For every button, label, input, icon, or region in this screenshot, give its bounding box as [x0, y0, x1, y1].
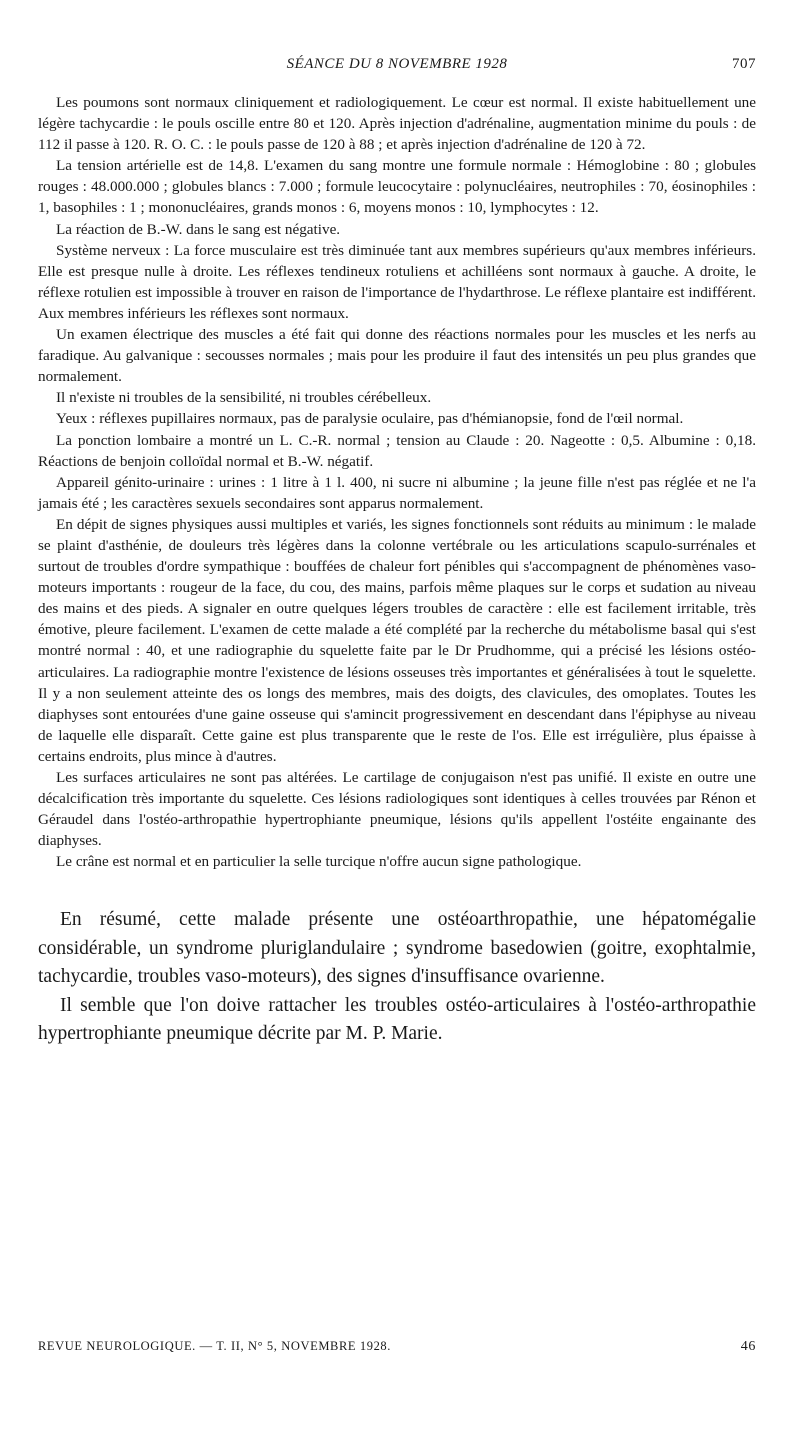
page-number: 707: [732, 56, 756, 72]
paragraph-resume: En résumé, cette malade présente une ostéoarthropathie, une hépatomégalie considérable, un syndrome pluriglandulaire ; syndrome basedowien (goitre, exophtalmie, tachycardie, troubles vaso-moteurs), des signes d'insuffisance ovarienne.: [38, 909, 756, 988]
paragraph-poumons: Les poumons sont normaux cliniquement et radiologiquement. Le cœur est normal. Il existe habituellement une légère tachycardie : le pouls oscille entre 80 et 120. Après injection d'adrénaline, augmentation minime du pouls : de 112 il passe à 120. R. O. C. : le pouls passe de 120 à 88 ; et après injection d'adrénaline de 120 à 72.: [38, 94, 756, 154]
document-page: [38, 56, 756, 1049]
paragraph-reaction-bw: La réaction de B.-W. dans le sang est négative.: [56, 220, 341, 238]
page-title: SÉANCE DU 8 NOVEMBRE 1928: [286, 56, 508, 72]
paragraph-signes-fonctionnels: En dépit de signes physiques aussi multiples et variés, les signes fonctionnels sont réduits au minimum : le malade se plaint d'asthénie, de douleurs très légères dans la colonne vertébrale ou les articulations scapulo-surrénales et surtout de troubles d'ordre sympathique : bouffées de chaleur fort pénibles qui s'accompagnent de phénomènes vaso-moteurs importants : rougeur de la face, du cou, des mains, parfois même plaques sur le corps et sudation au niveau des mains et des pieds. A signaler en outre quelques légers troubles de caractère : elle est facilement irritable, très émotive, pleure facilement. L'examen de cette malade a été complété par la recherche du métabolisme basal qui s'est montré normal : 40, et une radiographie du squelette faite par le Dr Prudhomme, qui a précisé les lésions ostéo-articulaires. La radiographie montre l'existence de lésions osseuses très importantes et généralisées à tout le squelette. Il y a non seulement atteinte des os longs des membres, mais des doigts, des clavicules, des omoplates. Toutes les diaphyses sont entourées d'une gaine osseuse qui s'amincit progressivement en descendant dans l'épiphyse au niveau de laquelle elle disparaît. Cette gaine est plus transparente que le reste de l'os. Elle est irrégulière, plus épaisse à certains endroits, plus mince à d'autres.: [38, 515, 756, 765]
paragraph-systeme-nerveux: Système nerveux : La force musculaire est très diminuée tant aux membres supérieurs qu'aux membres inférieurs. Elle est presque nulle à droite. Les réflexes tendineux rotuliens et achilléens sont normaux à gauche. A droite, le réflexe rotulien est impossible à trouver en raison de l'importance de l'hydarthrose. Le réflexe plantaire est indifférent. Aux membres inférieurs les réflexes sont normaux.: [38, 241, 756, 322]
paragraph-tension: La tension artérielle est de 14,8. L'examen du sang montre une formule normale : Hémoglobine : 80 ; globules rouges : 48.000.000 ; globules blancs : 7.000 ; formule leucocytaire : polynucléaires, neutrophiles : 70, éosinophiles : 1, basophiles : 1 ; mononucléaires, grands monos : 6, moyens monos : 10, lymphocytes : 12.: [38, 157, 756, 217]
paragraph-ponction-lombaire: La ponction lombaire a montré un L. C.-R. normal ; tension au Claude : 20. Nageotte : 0,5. Albumine : 0,18. Réactions de benjoin colloïdal normal et B.-W. négatif.: [38, 431, 756, 470]
paragraph-surfaces-articulaires: Les surfaces articulaires ne sont pas altérées. Le cartilage de conjugaison n'est pas unifié. Il existe en outre une décalcification très importante du squelette. Ces lésions radiologiques sont identiques à celles trouvées par Rénon et Géraudel dans l'ostéo-arthropathie hypertrophiante pneumique, lésions qu'ils appellent l'ostéite engainante des diaphyses.: [38, 769, 756, 850]
paragraph-crane: Le crâne est normal et en particulier la selle turcique n'offre aucun signe pathologique.: [56, 853, 582, 871]
paragraph-conclusion: Il semble que l'on doive rattacher les troubles ostéo-articulaires à l'ostéo-arthropathie hypertrophiante pneumique décrite par M. P. Marie.: [38, 994, 756, 1045]
paragraph-appareil-genito-urinaire: Appareil génito-urinaire : urines : 1 litre à 1 l. 400, ni sucre ni albumine ; la jeune fille n'est pas réglée et ne l'a jamais été ; les caractères sexuels secondaires sont apparus normalement.: [38, 473, 756, 512]
body-text-small: [38, 92, 756, 872]
running-head: [38, 56, 756, 82]
journal-citation: REVUE NEUROLOGIQUE. — T. II, N° 5, NOVEMBRE 1928.: [38, 1339, 392, 1353]
paragraph-sensibilite: Il n'existe ni troubles de la sensibilité, ni troubles cérébelleux.: [56, 389, 432, 407]
page-footer: [38, 1339, 756, 1354]
body-text-summary: [38, 906, 756, 1049]
paragraph-examen-electrique: Un examen électrique des muscles a été fait qui donne des réactions normales pour les muscles et les nerfs au faradique. Au galvanique : secousses normales ; mais pour les produire il faut des intensités un peu plus grandes que normalement.: [38, 326, 756, 386]
signature-mark: 46: [740, 1339, 756, 1354]
paragraph-yeux: Yeux : réflexes pupillaires normaux, pas de paralysie oculaire, pas d'hémianopsie, fond de l'œil normal.: [56, 410, 684, 428]
